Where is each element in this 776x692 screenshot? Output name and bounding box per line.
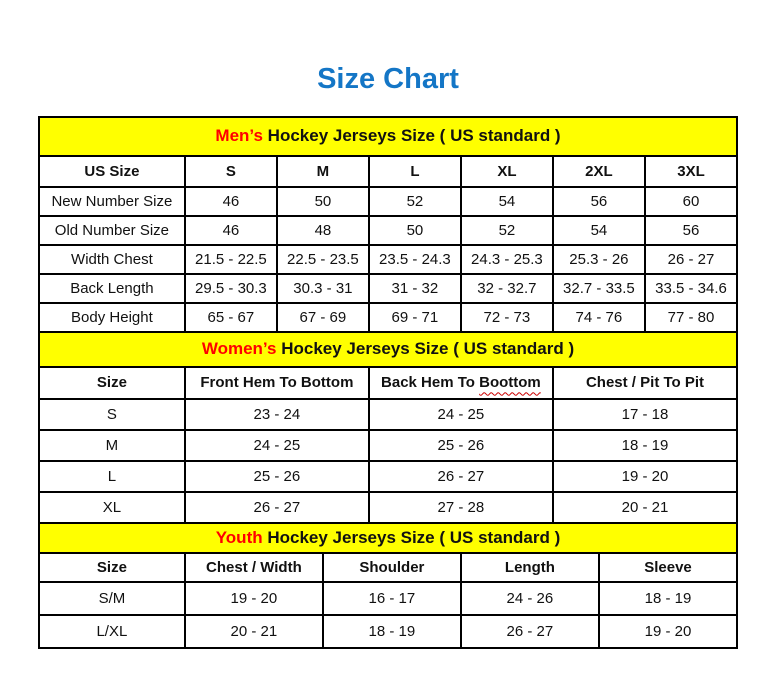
table-cell: 33.5 - 34.6 <box>645 274 737 303</box>
table-cell: 50 <box>277 187 369 216</box>
column-header: Size <box>39 553 185 582</box>
column-header: Chest / Width <box>185 553 323 582</box>
table-row <box>39 492 737 523</box>
table-cell: 56 <box>553 187 645 216</box>
men-section-band <box>39 117 737 156</box>
column-header: Shoulder <box>323 553 461 582</box>
table-cell: 65 - 67 <box>185 303 277 332</box>
men-column-header-row <box>39 156 737 187</box>
table-row <box>39 187 737 216</box>
table-cell: 26 - 27 <box>461 615 599 648</box>
youth-section-band <box>39 523 737 553</box>
men-section-title <box>39 117 737 156</box>
column-header: XL <box>461 156 553 187</box>
table-cell: 54 <box>461 187 553 216</box>
row-label: Old Number Size <box>39 216 185 245</box>
table-cell: 25 - 26 <box>369 430 553 461</box>
women-title-rest: Hockey Jerseys Size ( US standard ) <box>276 339 575 359</box>
column-header: M <box>277 156 369 187</box>
table-cell: 16 - 17 <box>323 582 461 615</box>
row-label: M <box>39 430 185 461</box>
youth-title-rest: Hockey Jerseys Size ( US standard ) <box>262 527 561 547</box>
column-header <box>369 367 553 399</box>
column-header: S <box>185 156 277 187</box>
table-cell: 24 - 25 <box>185 430 369 461</box>
table-cell: 69 - 71 <box>369 303 461 332</box>
column-header: Length <box>461 553 599 582</box>
column-header: Size <box>39 367 185 399</box>
table-row <box>39 430 737 461</box>
women-section-band <box>39 332 737 367</box>
youth-title-accent: Youth <box>215 527 263 547</box>
row-label: New Number Size <box>39 187 185 216</box>
table-cell: 19 - 20 <box>599 615 737 648</box>
table-cell: 54 <box>553 216 645 245</box>
column-header: US Size <box>39 156 185 187</box>
table-cell: 67 - 69 <box>277 303 369 332</box>
row-label: S <box>39 399 185 430</box>
row-label: S/M <box>39 582 185 615</box>
table-cell: 21.5 - 22.5 <box>185 245 277 274</box>
column-header: L <box>369 156 461 187</box>
table-cell: 32.7 - 33.5 <box>553 274 645 303</box>
table-row <box>39 274 737 303</box>
column-header: 3XL <box>645 156 737 187</box>
row-label: Width Chest <box>39 245 185 274</box>
column-header: Sleeve <box>599 553 737 582</box>
table-cell: 74 - 76 <box>553 303 645 332</box>
table-cell: 29.5 - 30.3 <box>185 274 277 303</box>
table-cell: 18 - 19 <box>323 615 461 648</box>
size-chart-table <box>38 116 738 649</box>
women-column-header-row <box>39 367 737 399</box>
men-title-rest: Hockey Jerseys Size ( US standard ) <box>262 126 561 146</box>
table-cell: 30.3 - 31 <box>277 274 369 303</box>
men-title-accent: Men’s <box>215 126 263 146</box>
table-cell: 20 - 21 <box>553 492 737 523</box>
table-cell: 72 - 73 <box>461 303 553 332</box>
table-cell: 23.5 - 24.3 <box>369 245 461 274</box>
table-cell: 48 <box>277 216 369 245</box>
table-cell: 24 - 26 <box>461 582 599 615</box>
women-title-accent: Women’s <box>201 339 277 359</box>
table-row <box>39 216 737 245</box>
table-cell: 26 - 27 <box>645 245 737 274</box>
column-header-text: Back Hem To <box>381 374 480 392</box>
table-cell: 32 - 32.7 <box>461 274 553 303</box>
youth-column-header-row <box>39 553 737 582</box>
youth-section-title <box>39 523 737 553</box>
table-cell: 24 - 25 <box>369 399 553 430</box>
row-label: Body Height <box>39 303 185 332</box>
table-cell: 52 <box>461 216 553 245</box>
table-cell: 25.3 - 26 <box>553 245 645 274</box>
table-row <box>39 582 737 615</box>
table-cell: 56 <box>645 216 737 245</box>
table-cell: 60 <box>645 187 737 216</box>
table-cell: 17 - 18 <box>553 399 737 430</box>
table-cell: 23 - 24 <box>185 399 369 430</box>
table-cell: 31 - 32 <box>369 274 461 303</box>
misspelled-word: Boottom <box>479 374 541 392</box>
row-label: XL <box>39 492 185 523</box>
column-header: 2XL <box>553 156 645 187</box>
row-label: L/XL <box>39 615 185 648</box>
table-cell: 46 <box>185 216 277 245</box>
table-cell: 77 - 80 <box>645 303 737 332</box>
table-row <box>39 399 737 430</box>
table-cell: 50 <box>369 216 461 245</box>
table-cell: 19 - 20 <box>185 582 323 615</box>
women-section-title <box>39 332 737 367</box>
table-row <box>39 303 737 332</box>
table-cell: 25 - 26 <box>185 461 369 492</box>
row-label: Back Length <box>39 274 185 303</box>
row-label: L <box>39 461 185 492</box>
column-header: Front Hem To Bottom <box>185 367 369 399</box>
table-cell: 18 - 19 <box>553 430 737 461</box>
table-cell: 18 - 19 <box>599 582 737 615</box>
column-header: Chest / Pit To Pit <box>553 367 737 399</box>
page-title: Size Chart <box>317 63 459 95</box>
table-row <box>39 245 737 274</box>
table-cell: 19 - 20 <box>553 461 737 492</box>
table-cell: 27 - 28 <box>369 492 553 523</box>
table-row <box>39 461 737 492</box>
table-cell: 26 - 27 <box>369 461 553 492</box>
table-row <box>39 615 737 648</box>
table-cell: 20 - 21 <box>185 615 323 648</box>
table-cell: 26 - 27 <box>185 492 369 523</box>
table-cell: 52 <box>369 187 461 216</box>
table-cell: 22.5 - 23.5 <box>277 245 369 274</box>
table-cell: 46 <box>185 187 277 216</box>
table-cell: 24.3 - 25.3 <box>461 245 553 274</box>
